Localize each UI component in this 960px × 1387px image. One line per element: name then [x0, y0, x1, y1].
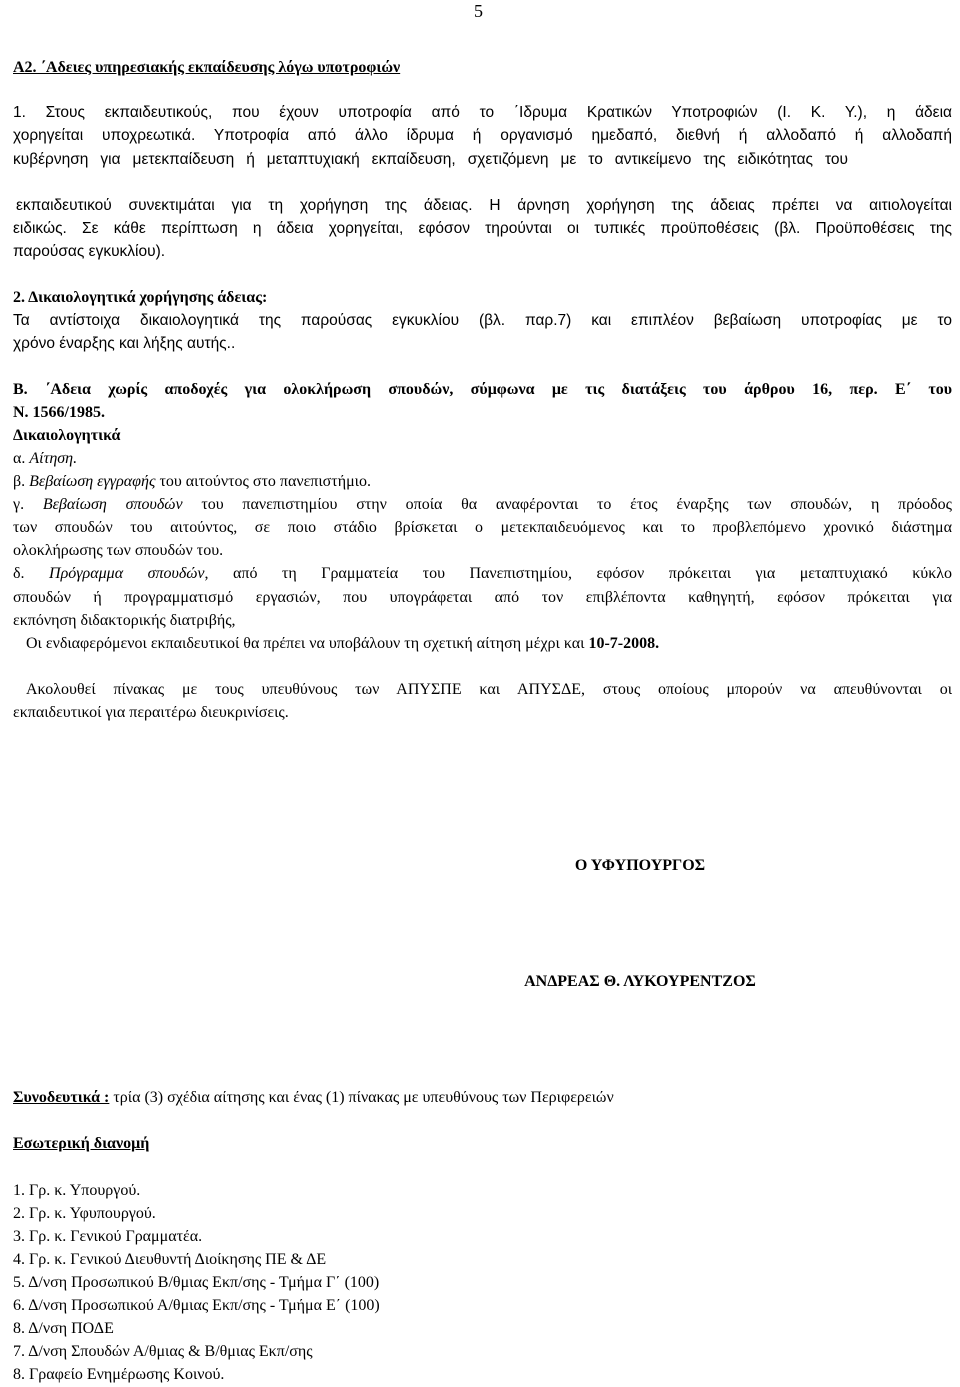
deadline-line [26, 634, 659, 654]
section-b-heading-line2: Ν. 1566/1985. [13, 404, 105, 421]
para1-line1: 1. Στους εκπαιδευτικούς, που έχουν υποτροφία από το ΄Ιδρυμα Κρατικών Υποτροφιών (Ι. Κ. Υ.), η άδεια [13, 104, 952, 121]
para1-line2: χορηγείται υποχρεωτικά. Υποτροφία από άλλο ίδρυμα ή οργανισμό ημεδαπό, διεθνή ή αλλοδαπό ή αλλοδαπή [13, 127, 952, 144]
distribution-item: 6. Δ/νση Προσωπικού Α/θμιας Εκπ/σης - Τμήμα Ε΄ (100) [13, 1297, 380, 1314]
distribution-item: 4. Γρ. κ. Γενικού Διευθυντή Διοίκησης ΠΕ & ΔΕ [13, 1251, 327, 1268]
distribution-item: 8. Δ/νση ΠΟΔΕ [13, 1320, 114, 1337]
signatory-title: Ο ΥΦΥΠΟΥΡΓΟΣ [574, 857, 706, 874]
distribution-item: 7. Δ/νση Σπουδών Α/θμιας & Β/θμιας Εκπ/σης [13, 1343, 313, 1360]
doc-item-d-line2: σπουδών ή προγραμματισμό εργασιών, που υπογράφεται από τον επιβλέποντα καθηγητή, εφόσον πρόκειται για [13, 589, 952, 606]
section2-heading: 2. Δικαιολογητικά χορήγησης άδειας: [13, 289, 268, 306]
doc-item-d-text: , από τη Γραμματεία του Πανεπιστημίου, εφόσον πρόκειται για μεταπτυχιακό κύκλο [204, 565, 953, 582]
doc-item-c-text: του πανεπιστημίου στην οποία θα αναφέρονται το έτος έναρξης των σπουδών, η πρόοδος [182, 496, 952, 513]
doc-item-c-prefix: γ. [13, 496, 43, 513]
distribution-heading: Εσωτερική διανομή [13, 1135, 150, 1152]
deadline-date: 10-7-2008. [588, 635, 660, 652]
section2-line1: Τα αντίστοιχα δικαιολογητικά της παρούσας εγκυκλίου (βλ. παρ.7) και επιπλέον βεβαίωση υποτροφίας με το [13, 312, 952, 329]
page-number: 5 [474, 1, 483, 21]
signatory-name: ΑΝΔΡΕΑΣ Θ. ΛΥΚΟΥΡΕΝΤΖΟΣ [524, 973, 756, 990]
attachments-label: Συνοδευτικά : [13, 1089, 110, 1106]
doc-item-c-italic: Βεβαίωση σπουδών [42, 496, 183, 513]
para1-line5: ειδικώς. Σε κάθε περίπτωση η άδεια χορηγείται, εφόσον τηρούνται οι τυπικές προϋποθέσεις (βλ. Προϋποθέσεις της [13, 220, 952, 237]
deadline-text: Οι ενδιαφερόμενοι εκπαιδευτικοί θα πρέπει να υποβάλουν τη σχετική αίτηση μέχρι και [26, 635, 589, 652]
doc-item-b-italic: Βεβαίωση εγγραφής [29, 473, 156, 490]
section2-line2: χρόνο έναρξης και λήξης αυτής.. [13, 335, 236, 352]
doc-item-a [13, 449, 77, 469]
distribution-item: 3. Γρ. κ. Γενικού Γραμματέα. [13, 1228, 203, 1245]
section-a2-heading: Α2. ΄Αδειες υπηρεσιακής εκπαίδευσης λόγω υποτροφιών [13, 59, 401, 76]
para1-line4: εκπαιδευτικού συνεκτιμάται για τη χορήγηση της άδειας. Η άρνηση χορήγηση της άδειας πρέπει να αιτιολογείται [16, 197, 952, 214]
followup-line1: Ακολουθεί πίνακας με τους υπευθύνους των ΑΠΥΣΠΕ και ΑΠΥΣΔΕ, στους οποίους μπορούν να απευθύνονται οι [26, 681, 952, 698]
doc-item-c-line3: ολοκλήρωσης των σπουδών του. [13, 542, 224, 559]
doc-item-d-prefix: δ. [13, 565, 50, 582]
doc-item-c-line2: των σπουδών του αιτούντος, σε ποιο στάδιο βρίσκεται ο μετεκπαιδευόμενος και το προβλεπόμενο χρονικό διάστημα [13, 519, 952, 536]
distribution-item: 5. Δ/νση Προσωπικού Β/θμιας Εκπ/σης - Τμήμα Γ΄ (100) [13, 1274, 380, 1291]
doc-item-d-italic: Πρόγραμμα σπουδών [49, 565, 205, 582]
doc-item-c-line1 [13, 495, 952, 515]
distribution-item: 2. Γρ. κ. Υφυπουργού. [13, 1205, 156, 1222]
docs-heading: Δικαιολογητικά [13, 427, 121, 444]
followup-line2: εκπαιδευτικοί για περαιτέρω διευκρινίσεις. [13, 704, 289, 721]
doc-item-b-prefix: β. [13, 473, 30, 490]
doc-item-b [13, 472, 371, 492]
section-b-heading-line1: Β. ΄Αδεια χωρίς αποδοχές για ολοκλήρωση σπουδών, σύμφωνα με τις διατάξεις του άρθρου 16, περ. Ε΄ του [13, 381, 952, 398]
distribution-item: 1. Γρ. κ. Υπουργού. [13, 1182, 141, 1199]
doc-item-a-text: Αίτηση. [29, 450, 78, 467]
attachments-line [13, 1088, 614, 1108]
doc-item-d-line3: εκπόνηση διδακτορικής διατριβής, [13, 612, 236, 629]
distribution-item: 8. Γραφείο Ενημέρωσης Κοινού. [13, 1366, 225, 1383]
para1-line3: κυβέρνηση για μετεκπαίδευση ή μεταπτυχιακή εκπαίδευση, σχετιζόμενη με το αντικείμενο της ειδικότητας του [13, 151, 848, 168]
doc-item-d-line1 [13, 564, 952, 584]
attachments-text: τρία (3) σχέδια αίτησης και ένας (1) πίνακας με υπευθύνους των Περιφερειών [109, 1089, 614, 1106]
para1-line6: παρούσας εγκυκλίου). [13, 243, 166, 260]
doc-item-b-text: του αιτούντος στο πανεπιστήμιο. [155, 473, 371, 490]
doc-item-a-prefix: α. [13, 450, 30, 467]
